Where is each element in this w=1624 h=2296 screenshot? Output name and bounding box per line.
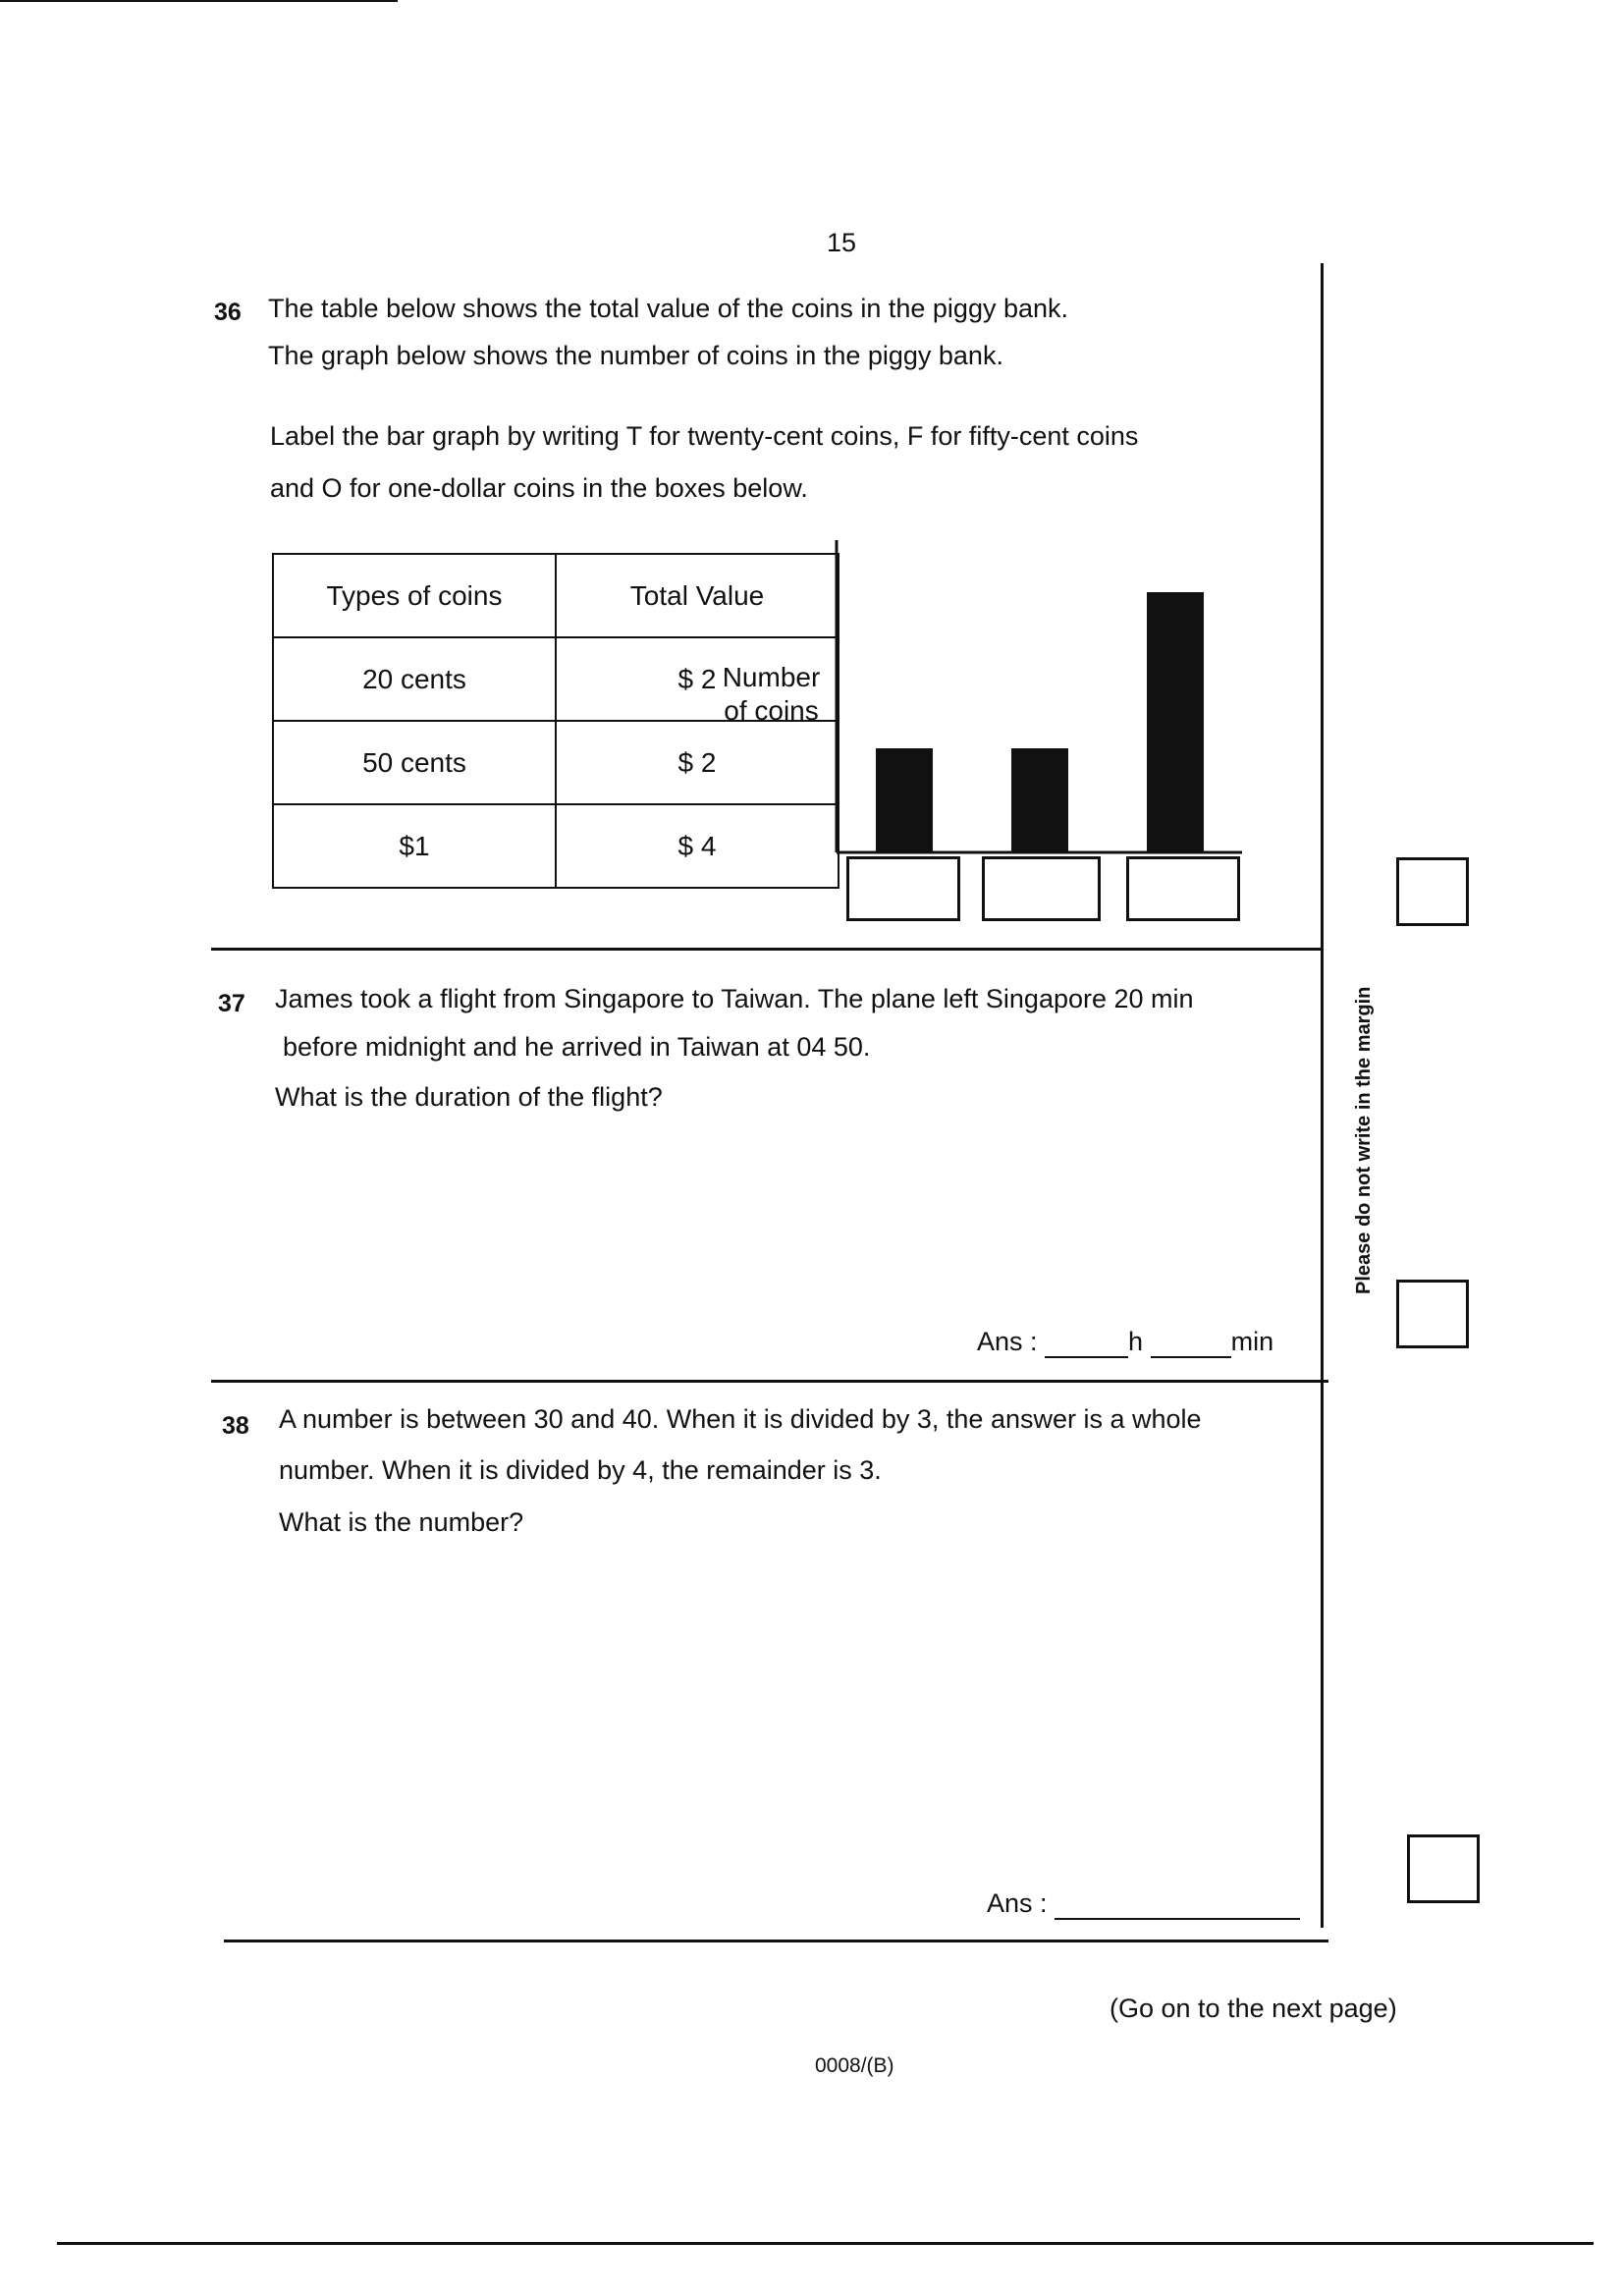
q36-line2: The graph below shows the number of coins in the piggy bank. (268, 341, 1003, 370)
table-cell: $ 4 (556, 804, 839, 888)
table-header-row (273, 554, 839, 637)
scan-bottom-rule (57, 2242, 1594, 2245)
chart-ylabel (715, 661, 828, 728)
bar-chart (825, 540, 1257, 854)
next-page-note: (Go on to the next page) (1110, 1994, 1397, 2023)
answer-blank[interactable] (1055, 1892, 1300, 1920)
question-number-38: 38 (222, 1412, 249, 1440)
hours-blank[interactable] (1045, 1331, 1128, 1358)
table-header-cell: Total Value (556, 554, 839, 637)
q38-line3: What is the number? (279, 1507, 524, 1537)
bar-1 (876, 748, 933, 852)
q38-line1: A number is between 30 and 40. When it is divided by 3, the answer is a whole (279, 1404, 1202, 1434)
bar-2 (1011, 748, 1068, 852)
table-cell: $ 2 (556, 637, 839, 721)
question-number-37: 37 (218, 990, 245, 1017)
q37-line2: before midnight and he arrived in Taiwan at 04 50. (283, 1032, 871, 1062)
ans-label: Ans : (987, 1888, 1048, 1918)
q38-line2: number. When it is divided by 4, the remainder is 3. (279, 1455, 882, 1485)
table-row (273, 721, 839, 804)
bars-group (876, 592, 1204, 852)
paper-code: 0008/(B) (815, 2054, 894, 2077)
table-cell: 20 cents (273, 637, 556, 721)
q37-line1: James took a flight from Singapore to Taiwan. The plane left Singapore 20 min (275, 984, 1194, 1013)
q37-line3: What is the duration of the flight? (275, 1082, 663, 1112)
q37-answer-line (977, 1325, 1273, 1358)
question-number-36: 36 (214, 299, 242, 326)
table-cell: $1 (273, 804, 556, 888)
table-cell: $ 2 (556, 721, 839, 804)
table-header-cell: Types of coins (273, 554, 556, 637)
score-box-38 (1407, 1834, 1480, 1903)
score-box-36 (1396, 857, 1469, 926)
bar-3 (1147, 592, 1204, 852)
table-cell: 50 cents (273, 721, 556, 804)
q36-line1: The table below shows the total value of the coins in the piggy bank. (268, 294, 1069, 323)
margin-note: Please do not write in the margin (1353, 986, 1375, 1294)
table-row (273, 804, 839, 888)
margin-rule (1321, 263, 1324, 1928)
page-number: 15 (827, 228, 857, 257)
divider-q36-q37 (211, 948, 1323, 951)
bar-label-box-1[interactable] (846, 856, 960, 921)
minutes-unit: min (1230, 1327, 1274, 1356)
q36-line4: and O for one-dollar coins in the boxes below. (270, 473, 808, 503)
ans-label: Ans : (977, 1327, 1038, 1356)
q38-answer-line (987, 1886, 1300, 1920)
q36-line3: Label the bar graph by writing T for twenty-cent coins, F for fifty-cent coins (270, 421, 1139, 451)
divider-q37-q38 (211, 1380, 1328, 1383)
minutes-blank[interactable] (1151, 1331, 1231, 1358)
bar-label-box-3[interactable] (1126, 856, 1240, 921)
chart-ylabel-text: Number of coins (722, 662, 821, 726)
bar-label-box-2[interactable] (982, 856, 1101, 921)
hours-unit: h (1128, 1327, 1144, 1356)
bottom-answer-rule (224, 1940, 1328, 1942)
top-rule (0, 0, 398, 2)
score-box-37 (1396, 1280, 1469, 1348)
